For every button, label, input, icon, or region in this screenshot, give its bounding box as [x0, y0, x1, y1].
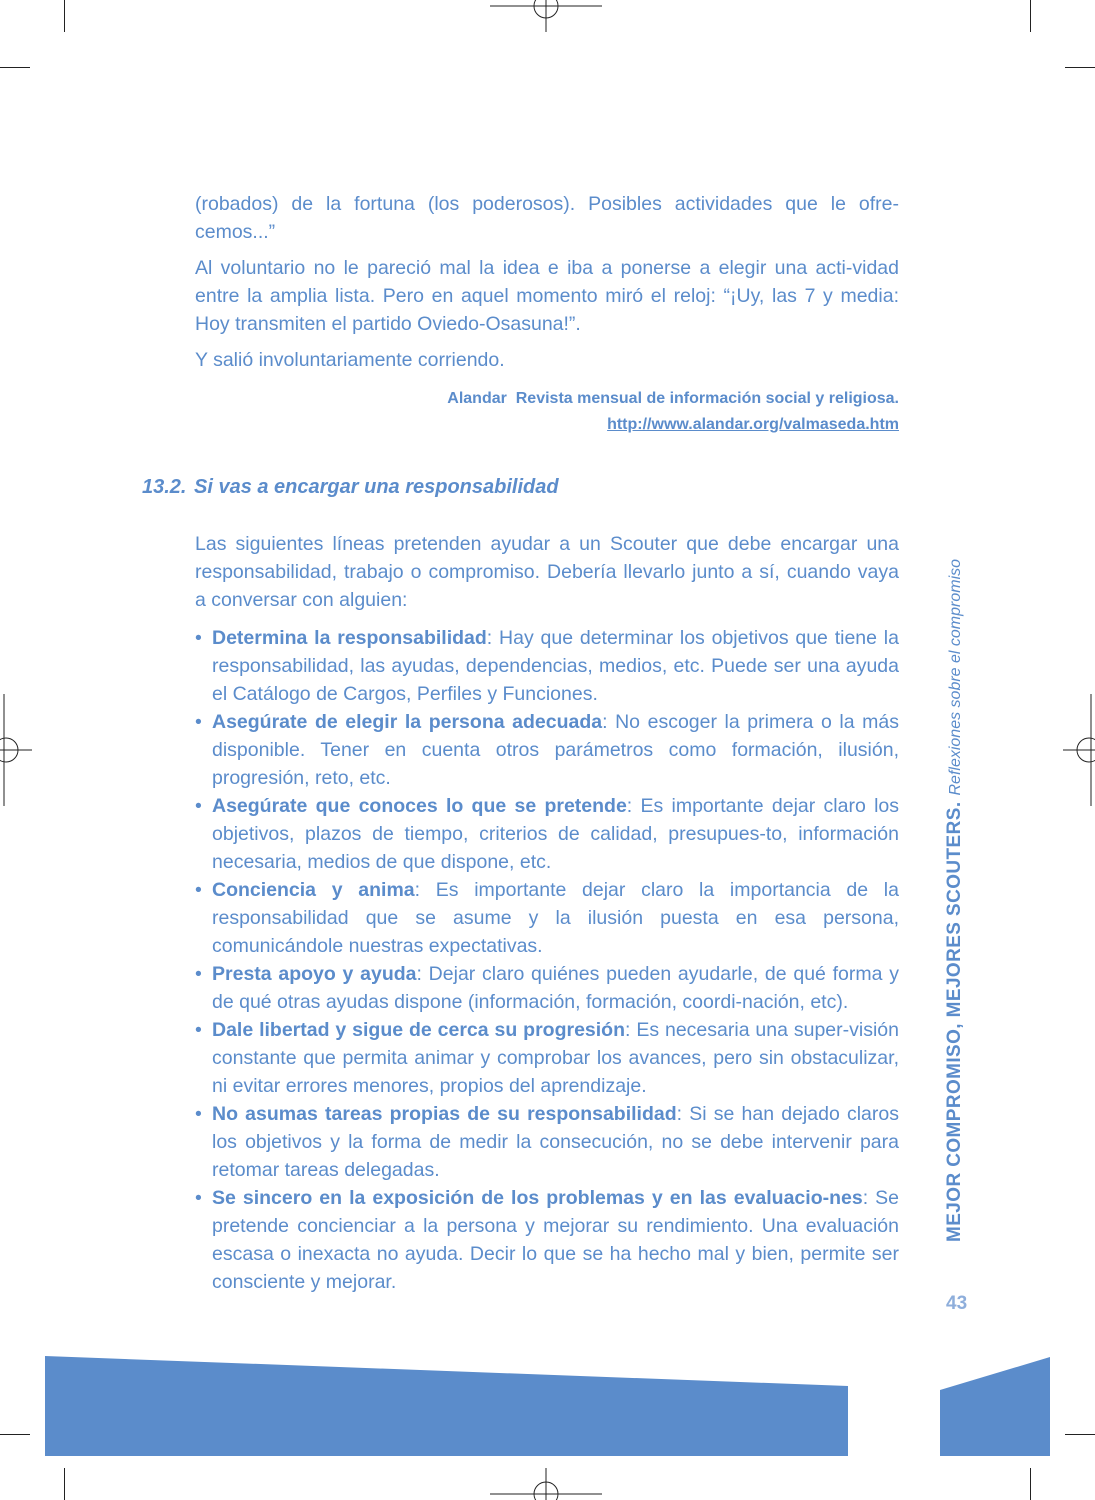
source-url-link[interactable]: http://www.alandar.org/valmaseda.htm — [607, 416, 899, 433]
bullet-icon: • — [195, 795, 202, 817]
list-item-text: : Es importante dejar claro los objetivos, plazos de tiempo, criterios de calidad, presupues-to, información necesaria, medios de que dispone, etc. — [212, 795, 899, 873]
registration-mark-right — [1061, 694, 1095, 806]
book-title: MEJOR COMPROMISO, MEJORES SCOUTERS. — [944, 801, 965, 1242]
paragraph: Y salió involuntariamente corriendo. — [195, 349, 505, 371]
list-item — [195, 960, 899, 1016]
list-item-text: : Se pretende concienciar a la persona y mejorar su rendimiento. Una evaluación escasa o inexacta no ayuda. Decir lo que se ha hecho mal y bien, permite ser consciente y mejorar. — [212, 1187, 900, 1293]
list-item — [195, 708, 899, 792]
side-running-title — [944, 559, 966, 1242]
list-item-text: : Es necesaria una super-visión constante que permita animar y comprobar los avances, pero sin obstaculizar, ni evitar errores menores, propios del aprendizaje. — [212, 1019, 899, 1097]
source-citation — [447, 386, 899, 438]
list-item-text: : Hay que determinar los objetivos que tiene la responsabilidad, las ayudas, dependencias, medios, etc. Puede ser una ayuda el Catálogo de Cargos, Perfiles y Funciones. — [212, 627, 899, 705]
list-item — [195, 624, 899, 708]
list-item-title: Se sincero en la exposición de los problemas y en las evaluacio-nes — [212, 1187, 863, 1209]
registration-mark-top — [490, 0, 602, 34]
registration-mark-left — [0, 694, 34, 806]
bottom-band — [0, 1350, 1095, 1460]
bullet-icon: • — [195, 1187, 202, 1209]
bullet-icon: • — [195, 627, 202, 649]
crop-mark — [64, 1468, 65, 1500]
section-title: Si vas a encargar una responsabilidad — [194, 476, 559, 498]
paragraph: Las siguientes líneas pretenden ayudar a un Scouter que debe encargar una responsabilidad, trabajo o compromiso. Debería llevarlo junto a sí, cuando vaya a conversar con alguien: — [195, 533, 899, 611]
list-item-title: Presta apoyo y ayuda — [212, 963, 417, 985]
list-item-text: : Es importante dejar claro la importancia de la responsabilidad que se asume y la ilusión puesta en esa persona, comunicándole nuestras expectativas. — [212, 879, 899, 957]
crop-mark — [64, 0, 65, 32]
list-item — [195, 876, 899, 960]
section-intro — [195, 530, 899, 622]
bullet-icon: • — [195, 963, 202, 985]
bullet-icon: • — [195, 1103, 202, 1125]
responsibility-list — [195, 624, 899, 1296]
continuation-text — [195, 190, 899, 382]
bottom-band-left — [45, 1356, 848, 1456]
list-item-title: Asegúrate de elegir la persona adecuada — [212, 711, 603, 733]
source-title: Alandar Revista mensual de información social y religiosa. — [447, 390, 899, 407]
list-item-title: Dale libertad y sigue de cerca su progresión — [212, 1019, 626, 1041]
crop-mark — [0, 67, 30, 68]
page-number: 43 — [946, 1293, 968, 1314]
book-subtitle: Reflexiones sobre el compromiso — [947, 558, 964, 796]
crop-mark — [1030, 0, 1031, 32]
list-item-title: Asegúrate que conoces lo que se pretende — [212, 795, 627, 817]
bottom-band-right — [940, 1357, 1050, 1456]
list-item — [195, 1016, 899, 1100]
list-item-text: : Dejar claro quiénes pueden ayudarle, de qué forma y de qué otras ayudas dispone (información, formación, coordi-nación, etc). — [212, 963, 899, 1013]
paragraph: Al voluntario no le pareció mal la idea e iba a ponerse a elegir una acti-vidad entre la amplia lista. Pero en aquel momento miró el reloj: “¡Uy, las 7 y media: Hoy transmiten el partido Oviedo-Osasuna!”. — [195, 257, 899, 335]
bullet-icon: • — [195, 1019, 202, 1041]
list-item-text: : No escoger la primera o la más disponible. Tener en cuenta otros parámetros como formación, ilusión, progresión, reto, etc. — [212, 711, 899, 789]
section-heading — [142, 476, 559, 499]
crop-mark — [1065, 67, 1095, 68]
list-item — [195, 1100, 899, 1184]
registration-mark-bottom — [490, 1466, 602, 1500]
crop-mark — [1030, 1468, 1031, 1500]
section-number: 13.2. — [142, 476, 187, 498]
list-item — [195, 792, 899, 876]
bullet-icon: • — [195, 879, 202, 901]
list-item — [195, 1184, 899, 1296]
list-item-title: Conciencia y anima — [212, 879, 415, 901]
list-item-text: : Si se han dejado claros los objetivos y la forma de medir la consecución, no se debe intervenir para retomar tareas delegadas. — [212, 1103, 899, 1181]
bullet-icon: • — [195, 711, 202, 733]
list-item-title: No asumas tareas propias de su responsabilidad — [212, 1103, 677, 1125]
paragraph: (robados) de la fortuna (los poderosos). Posibles actividades que le ofre-cemos...” — [195, 193, 899, 243]
list-item-title: Determina la responsabilidad — [212, 627, 487, 649]
